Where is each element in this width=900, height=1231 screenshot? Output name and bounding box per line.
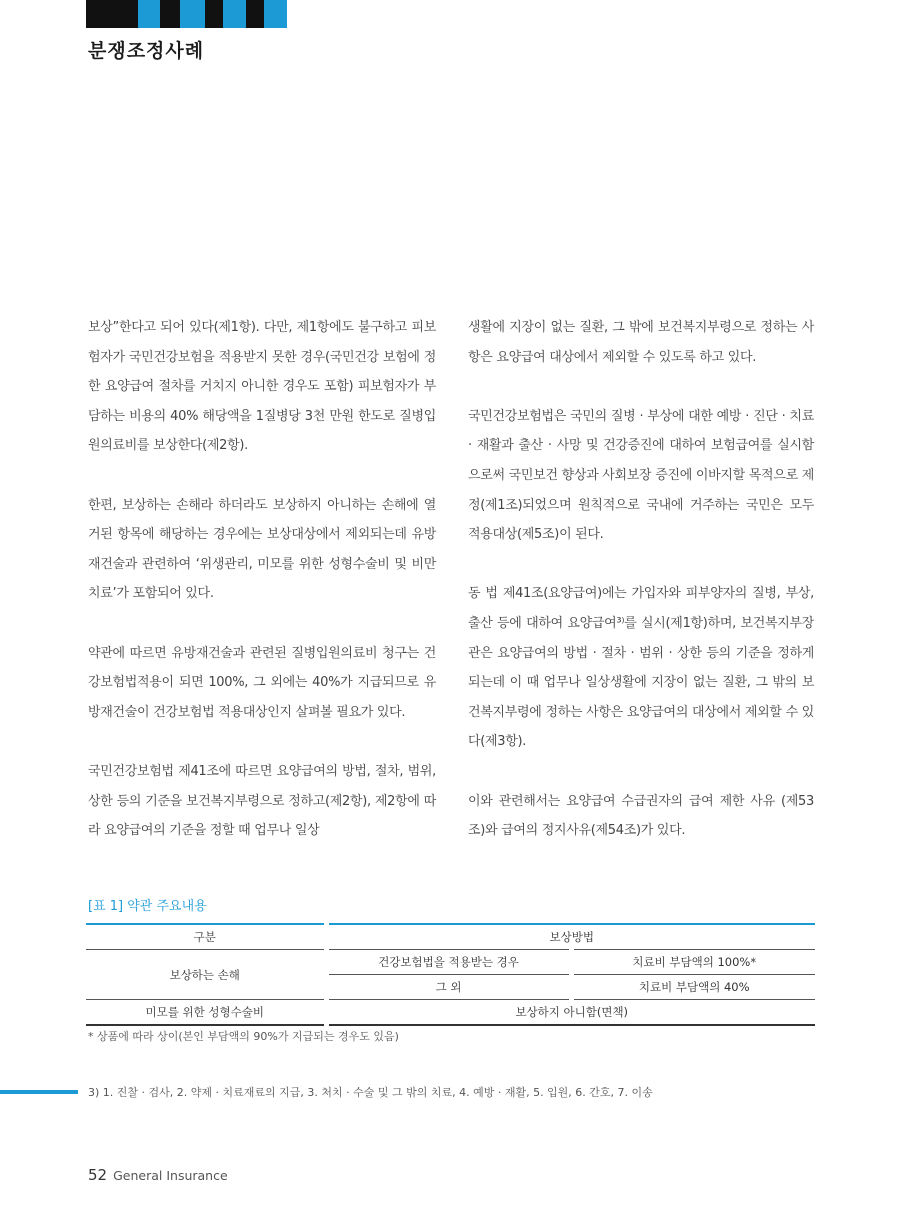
header-stripe: [223, 0, 246, 28]
header-stripe: [138, 0, 160, 28]
paragraph: 약관에 따르면 유방재건술과 관련된 질병입원의료비 청구는 건강보험법적용이 되면 100%, 그 외에는 40%가 지급되므로 유방재건술이 건강보험법 적용대상인지 살펴볼 필요가 있다.: [88, 645, 436, 720]
policy-terms-table: [86, 923, 815, 1026]
endnote: 3) 1. 진찰 · 검사, 2. 약제 · 치료재료의 지급, 3. 처치 · 수술 및 그 밖의 치료, 4. 예방 · 재활, 5. 입원, 6. 간호, 7. 이송: [88, 1086, 653, 1099]
table-cell-value: 치료비 부담액의 100%*: [571, 950, 815, 975]
paragraph: 한편, 보상하는 손해라 하더라도 보상하지 아니하는 손해에 열거된 항목에 해당하는 경우에는 보상대상에서 제외되는데 유방재건술과 관련하여 ‘위생관리, 미모를 위한 성형수술비 및 비만치료’가 포함되어 있다.: [88, 497, 436, 602]
header-stripe: [180, 0, 205, 28]
table-header-method: 보상방법: [326, 924, 815, 950]
section-title: 분쟁조정사례: [88, 40, 205, 62]
paragraph: 국민건강보험법 제41조에 따르면 요양급여의 방법, 절차, 범위, 상한 등의 기준을 보건복지부령으로 정하고(제2항), 제2항에 따라 요양급여의 기준을 정할 때 업무나 일상: [88, 763, 436, 839]
header-stripe: [264, 0, 287, 28]
paragraph: 이와 관련해서는 요양급여 수급권자의 급여 제한 사유 (제53조)와 급여의 정지사유(제54조)가 있다.: [468, 793, 814, 839]
table-cell-value: 치료비 부담액의 40%: [571, 975, 815, 1000]
paragraph: 국민건강보험법은 국민의 질병 · 부상에 대한 예방 · 진단 · 치료 · 재활과 출산 · 사망 및 건강증진에 대하여 보험급여를 실시함으로써 국민보건 향상과 사회보장 증진에 이바지할 목적으로 제정(제1조)되었으며 원칙적으로 국내에 거주하는 국민은 모두 적용대상(제5조)이 된다.: [468, 408, 814, 543]
publication-name: General Insurance: [113, 1168, 228, 1183]
table-cell-condition: 그 외: [326, 975, 571, 1000]
paragraph: 동 법 제41조(요양급여)에는 가입자와 피부양자의 질병, 부상, 출산 등에 대하여 요양급여³⁾를 실시(제1항)하며, 보건복지부장관은 요양급여의 방법 · 절차 · 범위 · 상한 등의 기준을 정하게 되는데 이 때 업무나 일상생활에 지장이 없는 질환, 그 밖의 보건복지부령에 정하는 사항은 요양급여의 대상에서 제외할 수 있다(제3항).: [468, 586, 814, 750]
header-stripe: [86, 0, 138, 28]
header-stripe: [205, 0, 223, 28]
table-caption: [표 1] 약관 주요내용: [88, 899, 207, 914]
table-row: [86, 1000, 815, 1026]
body-column-left: [88, 313, 436, 846]
header-stripe: [160, 0, 180, 28]
header-stripe: [246, 0, 264, 28]
page-number: 52: [88, 1166, 108, 1184]
table-cell-category: 보상하는 손해: [86, 950, 326, 1000]
endnote-accent-bar: [0, 1090, 78, 1094]
paragraph: 생활에 지장이 없는 질환, 그 밖에 보건복지부령으로 정하는 사항은 요양급여 대상에서 제외할 수 있도록 하고 있다.: [468, 320, 814, 365]
table-cell-category: 미모를 위한 성형수술비: [86, 1000, 326, 1026]
paragraph: 보상”한다고 되어 있다(제1항). 다만, 제1항에도 불구하고 피보험자가 국민건강보험을 적용받지 못한 경우(국민건강 보험에 정한 요양급여 절차를 거치지 아니한 경우도 포함) 피보험자가 부담하는 비용의 40% 해당액을 1질병당 3천 만원 한도로 질병입원의료비를 보상한다(제2항).: [88, 320, 436, 454]
table-header-category: 구분: [86, 924, 326, 950]
table-row: [86, 950, 815, 975]
table-header-row: [86, 924, 815, 950]
table-cell-value: 보상하지 아니함(면책): [326, 1000, 815, 1026]
page-footer: [88, 1166, 228, 1184]
table-footnote: * 상품에 따라 상이(본인 부담액의 90%가 지급되는 경우도 있음): [88, 1030, 399, 1043]
table-cell-condition: 건강보험법을 적용받는 경우: [326, 950, 571, 975]
body-column-right: [468, 313, 814, 846]
